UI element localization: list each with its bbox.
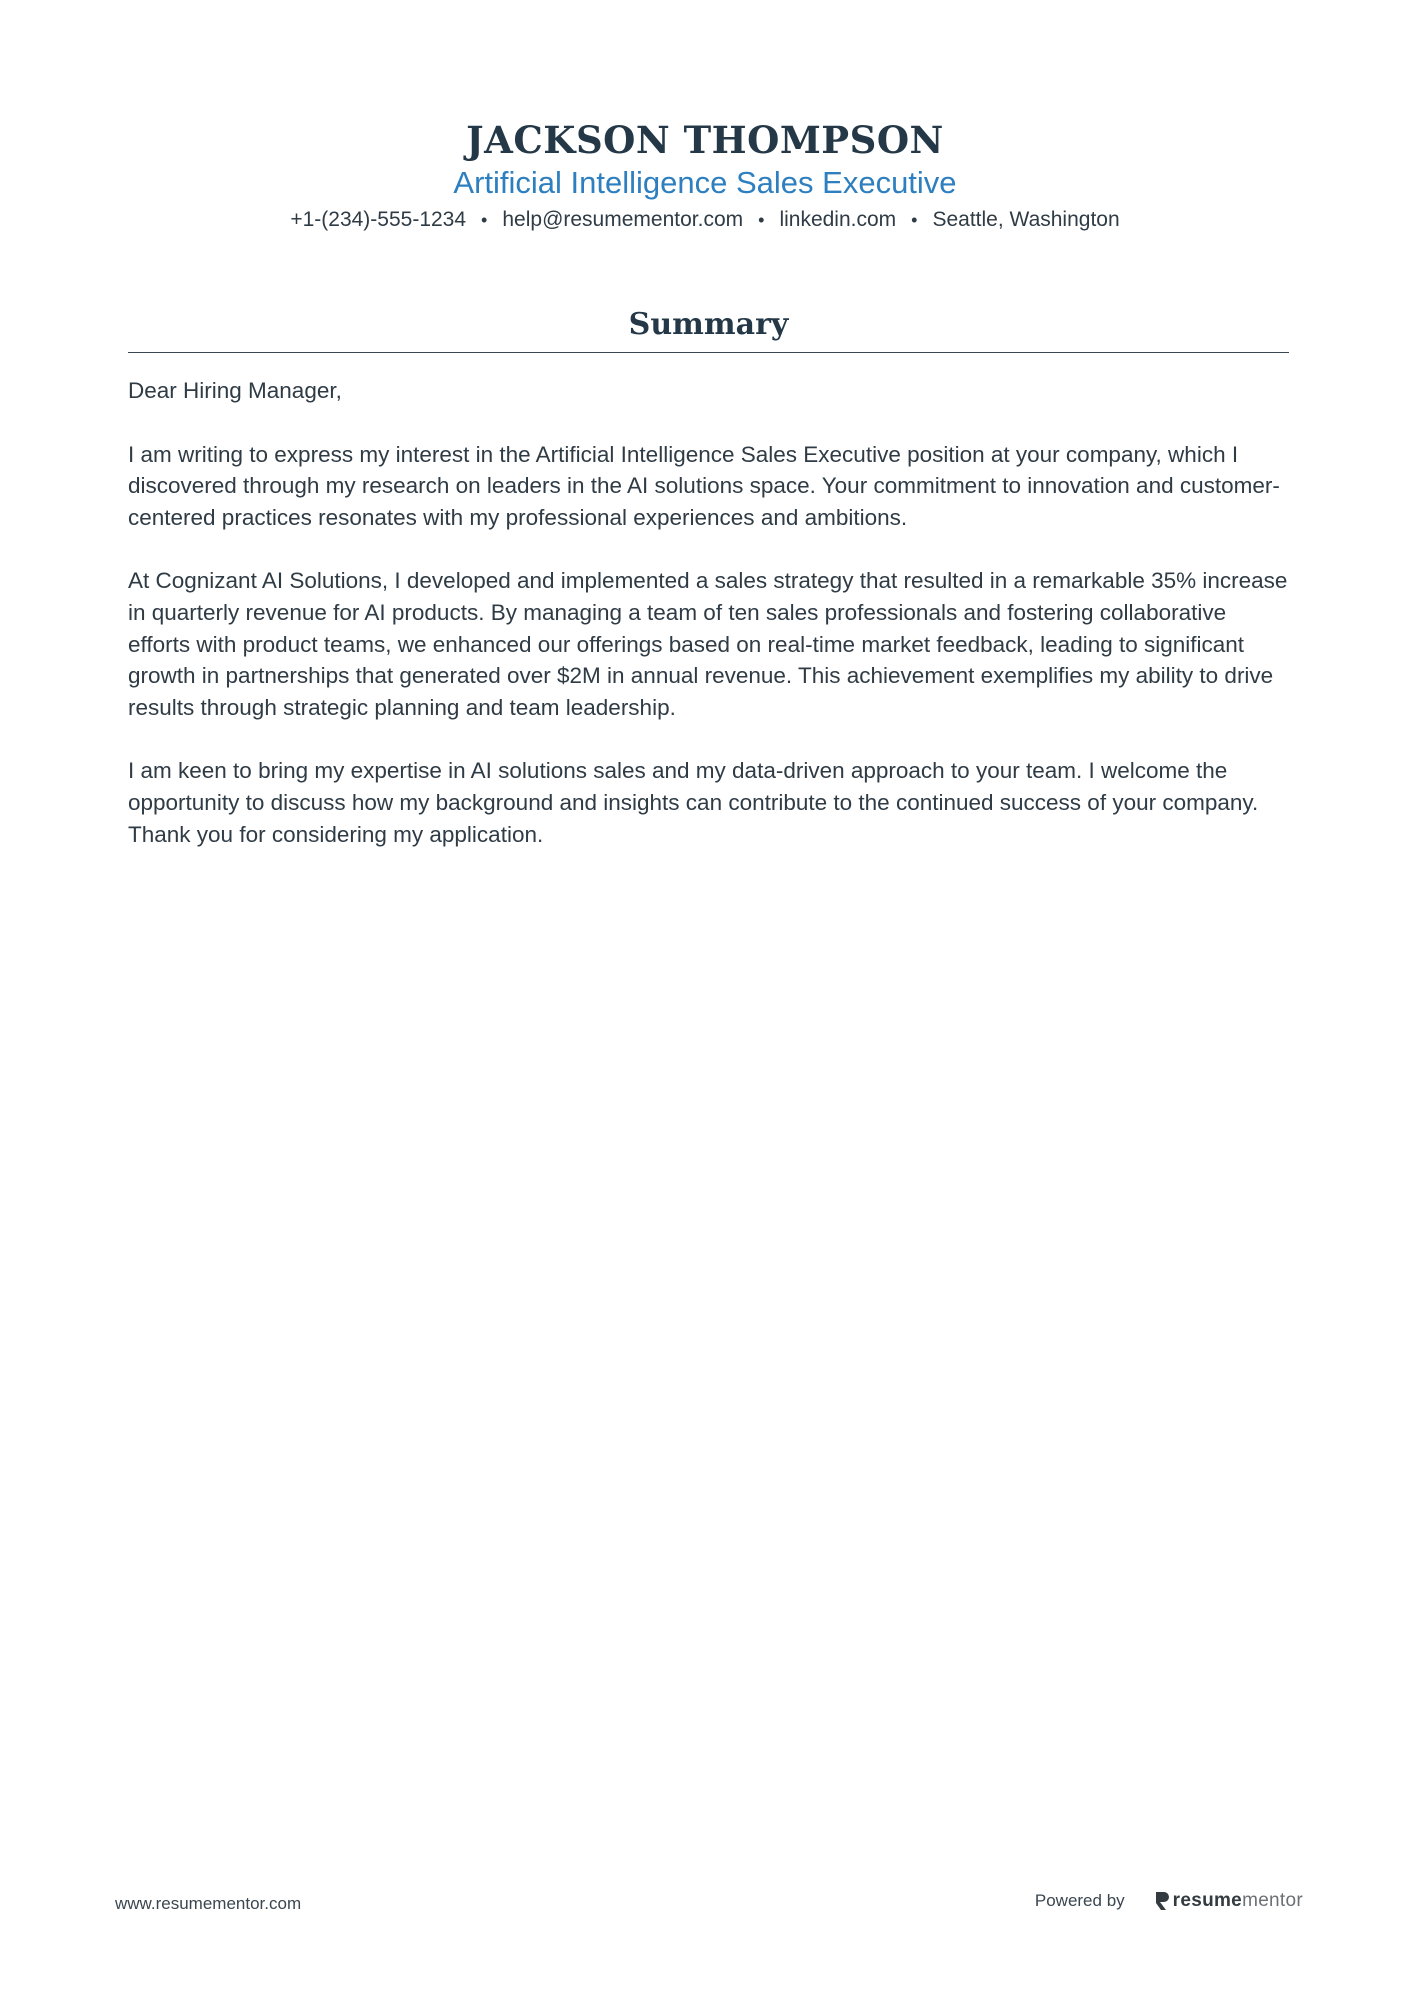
letter-paragraph: I am keen to bring my expertise in AI solutions sales and my data-driven approach to your team. I welcome the opportunity to discuss how my background and insights can contribute to the continued success of your company. Thank you for considering my application.: [128, 758, 1259, 847]
footer-branding: [1035, 1890, 1303, 1912]
letter-body: [128, 375, 1289, 850]
section-title: Summary: [128, 304, 1289, 353]
letter-paragraph: I am writing to express my interest in the Artificial Intelligence Sales Executive position at your company, which I discovered through my research on leaders in the AI solutions space. Your commitment to innovation and customer-centered practices resonates with my professional experiences and ambitions.: [128, 441, 1280, 530]
letter-greeting: Dear Hiring Manager,: [128, 378, 342, 403]
letter-paragraph: At Cognizant AI Solutions, I developed and implemented a sales strategy that resulted in a remarkable 35% increase in quarterly revenue for AI products. By managing a team of ten sales professionals and fostering collaborative efforts with product teams, we enhanced our offerings based on real-time market feedback, leading to significant growth in partnerships that generated over $2M in annual revenue. This achievement exemplifies my ability to drive results through strategic planning and team leadership.: [128, 568, 1288, 720]
contact-separator: •: [758, 210, 765, 230]
brand-logo: [1155, 1890, 1303, 1912]
contact-separator: •: [481, 210, 488, 230]
resumementor-logo-icon: [1155, 1891, 1169, 1911]
contact-separator: •: [911, 210, 918, 230]
contact-location: Seattle, Washington: [932, 208, 1120, 231]
powered-by-label: Powered by: [1034, 1891, 1125, 1910]
summary-section: [128, 304, 1289, 882]
applicant-name: JACKSON THOMPSON: [466, 118, 944, 162]
contact-email: help@resumementor.com: [502, 208, 744, 231]
footer-website: www.resumementor.com: [115, 1894, 302, 1913]
contact-linkedin: linkedin.com: [779, 208, 897, 231]
header: [0, 116, 1410, 234]
brand-name-light: mentor: [1242, 1890, 1303, 1911]
contact-line: [0, 206, 1410, 234]
contact-phone: +1-(234)-555-1234: [290, 208, 467, 231]
brand-name-bold: resume: [1172, 1890, 1243, 1911]
job-title: Artificial Intelligence Sales Executive: [453, 165, 957, 200]
